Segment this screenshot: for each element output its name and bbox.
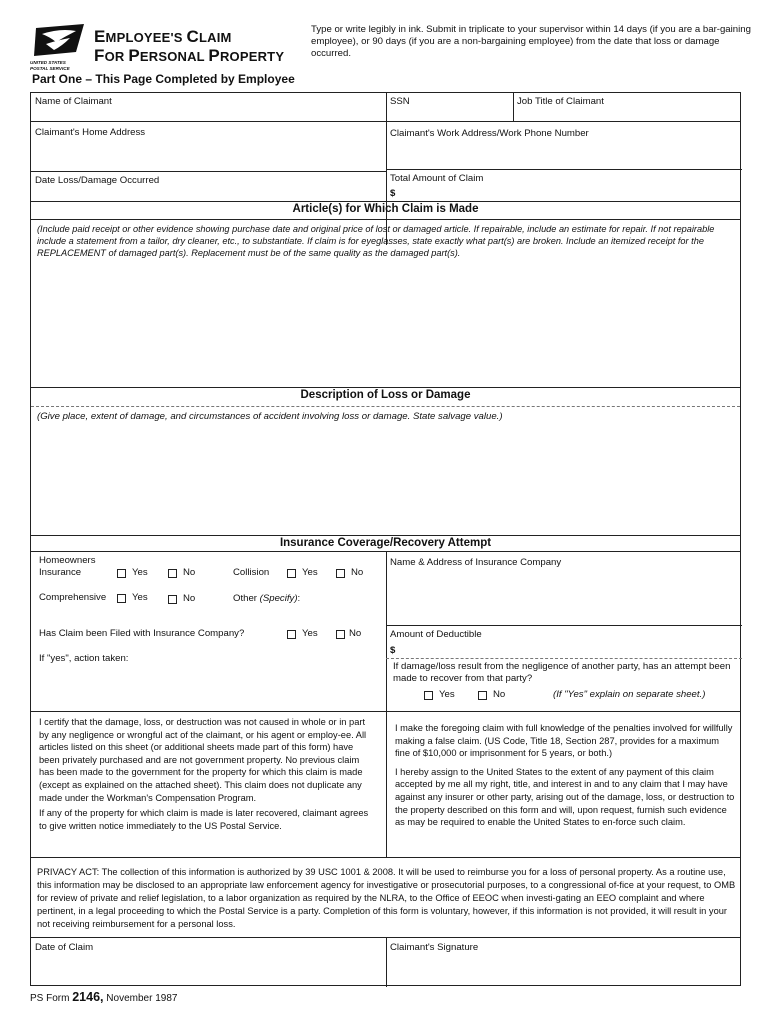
usps-logo xyxy=(26,22,88,72)
penalty-statement: I make the foregoing claim with full knowledge of the penalties involved for willfully making a false claim. (US Code, Title 18, Section 287, provides for a maximum fine of $10,000 or imprisonment for 5 years, or both.) I hereby assign to the United States to the extent of any payment of this claim accepted by me all my right, title, and interest in and to any claim that I may have against any insurer or other party, arising out of the damage, loss, or destruction to the property described on this form and will, upon request, furnish such evidence as may be required to enable the United States to en-force such claim. xyxy=(395,723,735,828)
insurance-heading: Insurance Coverage/Recovery Attempt xyxy=(279,537,492,549)
collision-no-checkbox[interactable] xyxy=(336,569,345,578)
claim-filed-yes-label: Yes xyxy=(302,628,318,639)
date-of-claim-label: Date of Claim xyxy=(35,942,94,953)
insurance-label: Insurance xyxy=(39,567,82,578)
action-taken-label: If "yes", action taken: xyxy=(39,653,129,664)
claim-filed-no-label: No xyxy=(349,628,362,639)
claim-filed-no-checkbox[interactable] xyxy=(336,630,345,639)
collision-yes-checkbox[interactable] xyxy=(287,569,296,578)
articles-heading: Article(s) for Which Claim is Made xyxy=(292,203,479,215)
explain-note: (If "Yes" explain on separate sheet.) xyxy=(553,689,706,700)
comprehensive-label: Comprehensive xyxy=(39,592,107,603)
form-title: EMPLOYEE'S CLAIM FOR PERSONAL PROPERTY xyxy=(94,27,285,65)
articles-instructions: (Include paid receipt or other evidence showing purchase date and original price of lost or damaged article. If repairable, include an estimate for repair. If not repairable include a statement from a tailor, dry cleaner, etc., to substantiate. If claim is for eyeglasses, state exactly what part(s) are broken. Include an itemized receipt for the REPLACEMENT of damaged part(s). Replacement must be of the same quality as the damaged part(s). xyxy=(37,224,715,258)
comprehensive-yes-label: Yes xyxy=(132,592,148,603)
work-address-label: Claimant's Work Address/Work Phone Number xyxy=(390,128,589,139)
recovery-question: If damage/loss result from the negligence of another party, has an attempt been made to recover from that party? xyxy=(393,661,731,684)
privacy-act-statement: PRIVACY ACT: The collection of this information is authorized by 39 USC 1001 & 2008. It will be used to reimburse you for a loss of personal property. As a routine use, this information may be disclosed to an appropriate law enforcement agency for investigative or prosecutorial purposes, to a congressional of-fice at your request, to OMB for review of private and relief legislation, to a labor organization as required by the NLRA, to the Office of EEOC when investi-gating an EEO complaint and where pertinent, in a legal proceeding to which the Postal Service is a party. Completion of this form is voluntary, however, if this information is not provided, it will result in your not receiving reimbursement for a personal loss. xyxy=(37,867,736,929)
ssn-label: SSN xyxy=(390,96,410,107)
recovery-no-checkbox[interactable] xyxy=(478,691,487,700)
homeowners-label: Homeowners xyxy=(39,555,96,566)
deductible-label: Amount of Deductible xyxy=(390,629,482,640)
recovery-yes-label: Yes xyxy=(439,689,455,700)
comprehensive-no-checkbox[interactable] xyxy=(168,595,177,604)
part-one-heading: Part One – This Page Completed by Employee xyxy=(32,72,295,86)
svg-text:UNITED STATES: UNITED STATES xyxy=(30,60,66,65)
form-number: PS Form 2146, November 1987 xyxy=(30,990,178,1004)
claim-form xyxy=(30,92,741,986)
description-heading: Description of Loss or Damage xyxy=(300,389,471,401)
articles-input-area[interactable] xyxy=(31,259,740,386)
homeowners-yes-label: Yes xyxy=(132,567,148,578)
other-label: Other (Specify): xyxy=(233,593,301,604)
submission-instructions: Type or write legibly in ink. Submit in triplicate to your supervisor within 14 days (if you are a bar-gaining employee), or 90 days (if you are a non-bargaining employee) from the date that loss or damage occurred. xyxy=(311,24,751,59)
collision-yes-label: Yes xyxy=(302,567,318,578)
total-amount-label: Total Amount of Claim xyxy=(390,173,484,184)
home-address-label: Claimant's Home Address xyxy=(35,127,146,138)
job-title-label: Job Title of Claimant xyxy=(517,96,604,107)
comprehensive-no-label: No xyxy=(183,593,196,604)
recovery-yes-checkbox[interactable] xyxy=(424,691,433,700)
collision-no-label: No xyxy=(351,567,364,578)
date-loss-label: Date Loss/Damage Occurred xyxy=(35,175,160,186)
description-input-area[interactable] xyxy=(31,425,740,533)
deductible-dollar: $ xyxy=(390,645,396,656)
claim-filed-yes-checkbox[interactable] xyxy=(287,630,296,639)
name-of-claimant-label: Name of Claimant xyxy=(35,96,112,107)
claim-filed-question: Has Claim been Filed with Insurance Company? xyxy=(39,628,245,639)
homeowners-no-checkbox[interactable] xyxy=(168,569,177,578)
insurance-company-label: Name & Address of Insurance Company xyxy=(390,557,562,568)
certification-statement: I certify that the damage, loss, or destruction was not caused in whole or in part by any negligence or wrongful act of the claimant, or his agent or employ-ee. All articles listed on this sheet (or additional sheets made part of this form) have been privately purchased and are not government property. No previous claim has been made to the government for the property for which this claim is made (except as explained on the attached sheet). This claim does not duplicate any made under the Workman's Compensation Program. If any of the property for which claim is made is later recovered, claimant agrees to give written notice immediately to the US Postal Service. xyxy=(39,717,369,831)
homeowners-yes-checkbox[interactable] xyxy=(117,569,126,578)
homeowners-no-label: No xyxy=(183,567,196,578)
claimant-signature-label: Claimant's Signature xyxy=(390,942,479,953)
collision-label: Collision xyxy=(233,567,270,578)
description-instructions: (Give place, extent of damage, and circumstances of accident involving loss or damage. State salvage value.) xyxy=(37,411,503,422)
comprehensive-yes-checkbox[interactable] xyxy=(117,594,126,603)
recovery-no-label: No xyxy=(493,689,506,700)
svg-text:POSTAL SERVICE: POSTAL SERVICE xyxy=(30,66,70,71)
total-amount-dollar: $ xyxy=(390,188,396,199)
